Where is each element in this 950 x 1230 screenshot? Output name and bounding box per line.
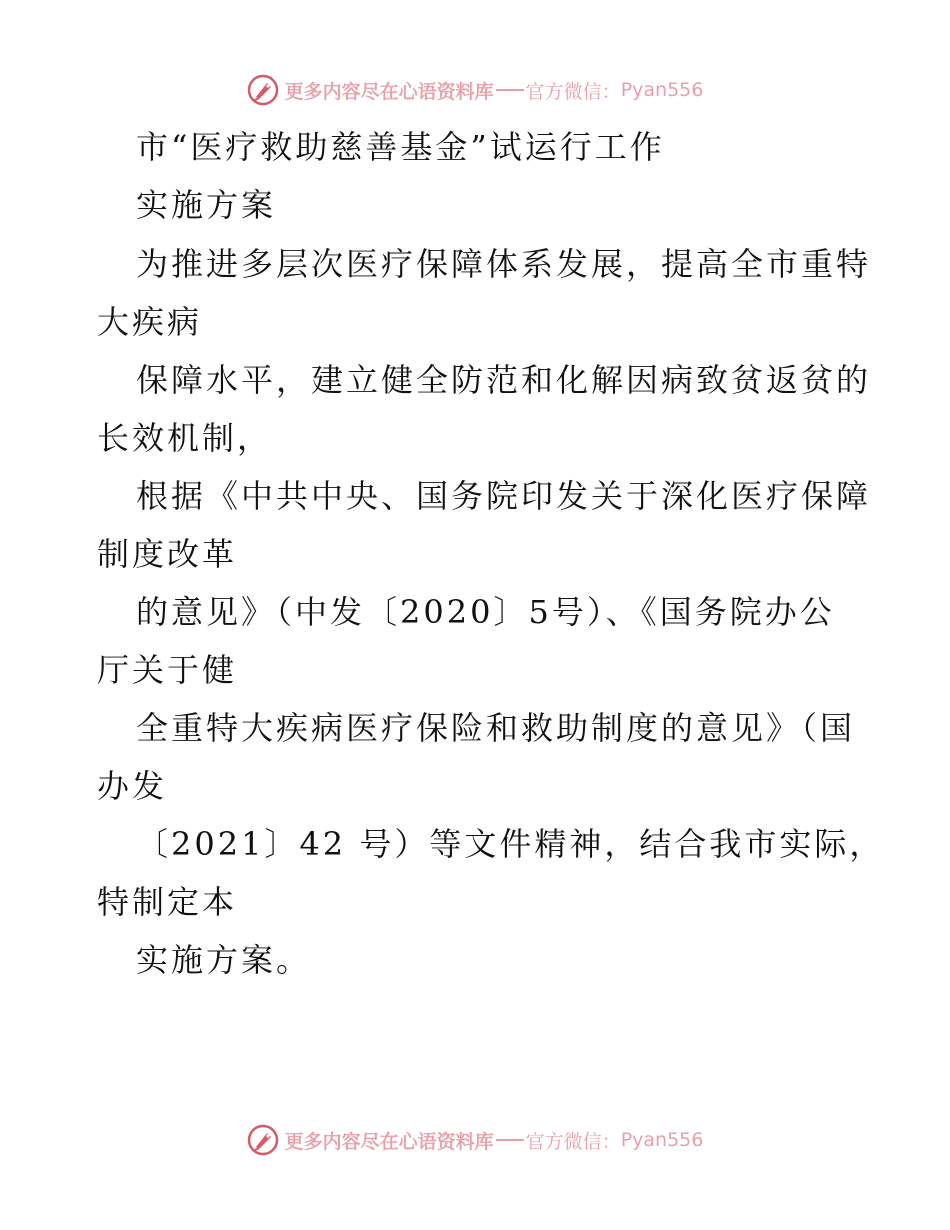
watermark-dash [496, 89, 524, 91]
doc-paragraph-line: 为推进多层次医疗保障体系发展，提高全市重特 [136, 245, 872, 283]
watermark-site-text: 更多内容尽在心语资料库 [284, 80, 494, 103]
doc-subtitle-line: 实施方案 [136, 186, 277, 224]
doc-paragraph-line: 办发 [97, 767, 168, 805]
doc-paragraph-line: 制度改革 [97, 535, 238, 573]
watermark-account: Pyan556 [620, 79, 704, 101]
doc-paragraph-line: 厅关于健 [97, 651, 238, 689]
header-watermark [0, 70, 950, 110]
doc-paragraph-line: 根据《中共中央、国务院印发关于深化医疗保障 [136, 477, 872, 515]
doc-paragraph-line: 长效机制， [97, 419, 273, 457]
doc-paragraph-line: 特制定本 [97, 883, 238, 921]
doc-paragraph-line: 〔2021〕42 号）等文件精神，结合我市实际， [136, 825, 885, 863]
doc-paragraph-line: 大疾病 [97, 303, 203, 341]
doc-paragraph-line: 的意见》（中发〔2020〕5号）、《国务院办公 [136, 593, 835, 631]
pen-nib-logo-icon [247, 1124, 279, 1156]
watermark-site-text: 更多内容尽在心语资料库 [284, 1130, 494, 1153]
pen-nib-logo-icon [247, 74, 279, 106]
watermark-dash [496, 1139, 524, 1141]
doc-title-line: 市“医疗救助慈善基金”试运行工作 [136, 128, 665, 166]
doc-paragraph-line: 实施方案。 [136, 941, 312, 979]
doc-paragraph-line: 保障水平，建立健全防范和化解因病致贫返贫的 [136, 361, 872, 399]
footer-watermark [0, 1120, 950, 1160]
watermark-account: Pyan556 [620, 1129, 704, 1151]
watermark-label: 官方微信： [525, 1130, 621, 1153]
doc-paragraph-line: 全重特大疾病医疗保险和救助制度的意见》（国 [136, 709, 856, 747]
watermark-label: 官方微信： [525, 80, 621, 103]
